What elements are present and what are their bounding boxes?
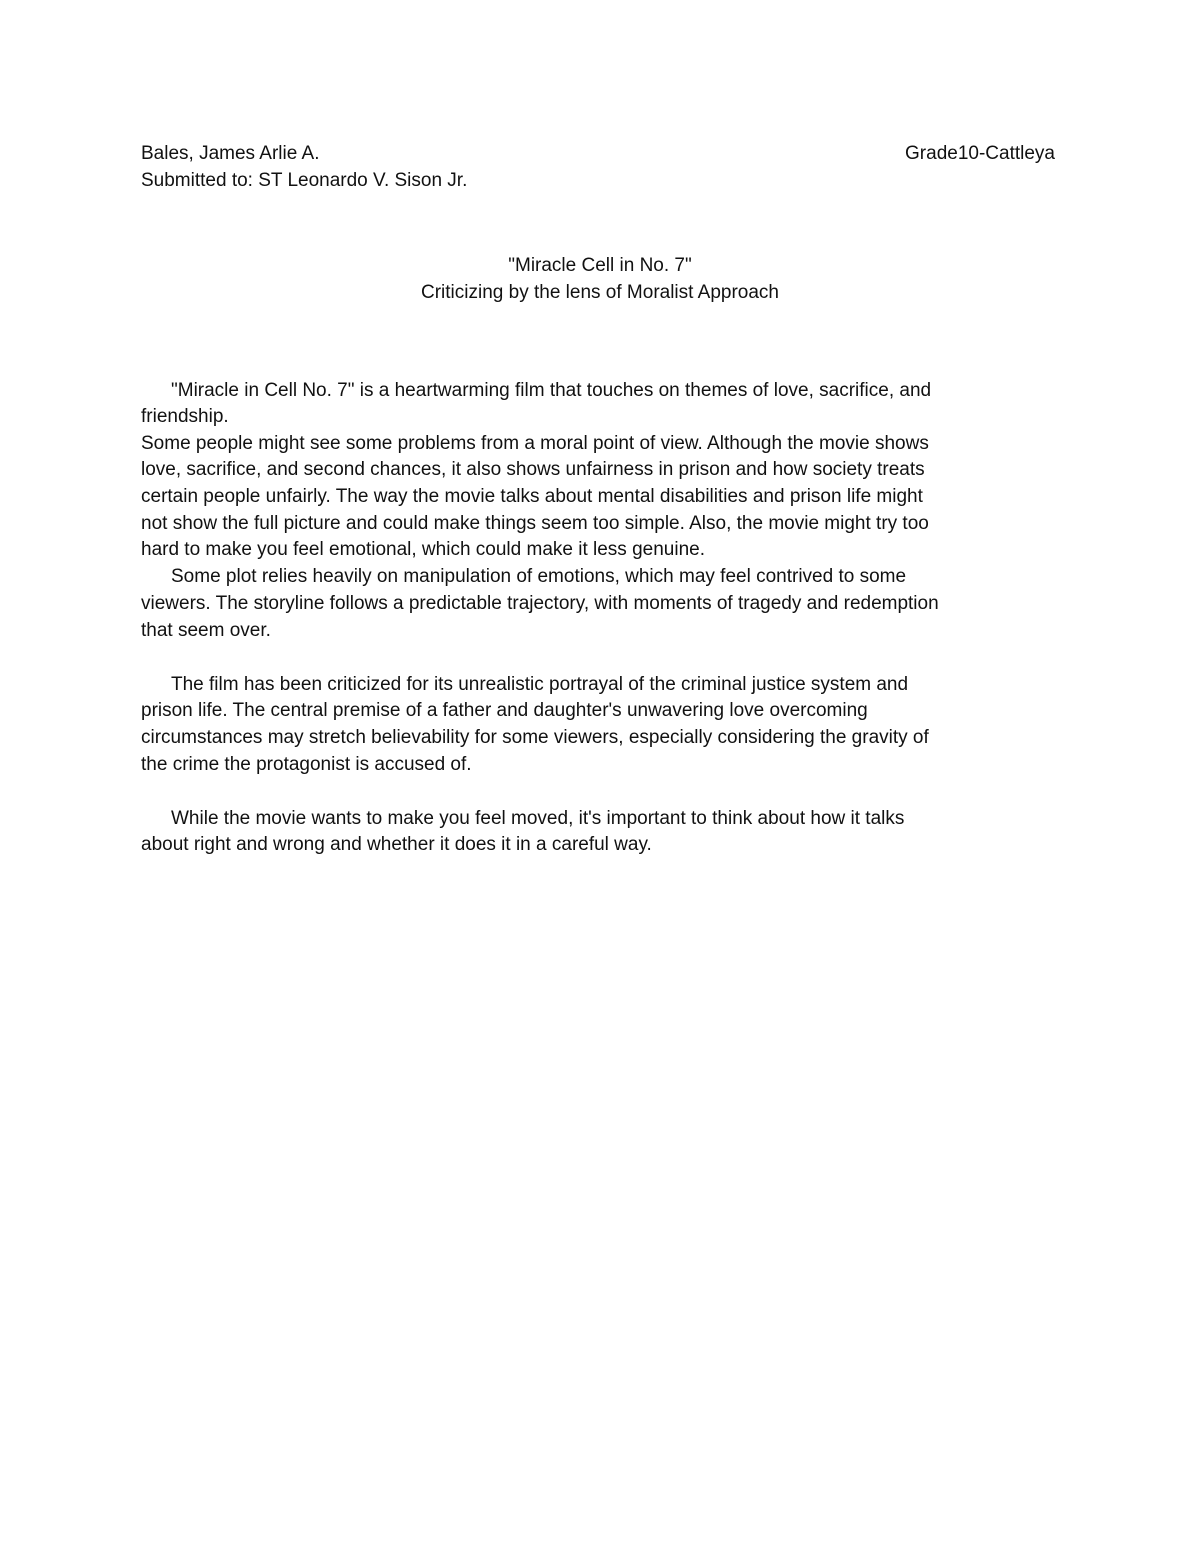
body-line: love, sacrifice, and second chances, it also shows unfairness in prison and how society treats (141, 459, 925, 480)
document-title: "Miracle Cell in No. 7" (508, 255, 692, 276)
body-line: viewers. The storyline follows a predictable trajectory, with moments of tragedy and redemption (141, 593, 939, 614)
body-line: certain people unfairly. The way the movie talks about mental disabilities and prison life might (141, 486, 923, 507)
body-line: prison life. The central premise of a father and daughter's unwavering love overcoming (141, 700, 868, 721)
body-line: about right and wrong and whether it does it in a careful way. (141, 834, 652, 855)
student-name: Bales, James Arlie A. (141, 143, 320, 164)
document-subtitle: Criticizing by the lens of Moralist Approach (421, 282, 779, 303)
body-line: that seem over. (141, 620, 271, 641)
body-line: While the movie wants to make you feel moved, it's important to think about how it talks (171, 808, 905, 829)
body-line: "Miracle in Cell No. 7" is a heartwarming film that touches on themes of love, sacrifice, and (171, 380, 932, 401)
grade-section: Grade10-Cattleya (905, 143, 1055, 164)
body-line: not show the full picture and could make things seem too simple. Also, the movie might try too (141, 513, 929, 534)
submitted-to: Submitted to: ST Leonardo V. Sison Jr. (141, 170, 468, 191)
body-line: hard to make you feel emotional, which could make it less genuine. (141, 539, 705, 560)
body-line: The film has been criticized for its unrealistic portrayal of the criminal justice system and (171, 674, 909, 695)
header-row (141, 141, 1055, 167)
body-line: Some people might see some problems from a moral point of view. Although the movie shows (141, 433, 929, 454)
body-line: the crime the protagonist is accused of. (141, 754, 472, 775)
body-line: friendship. (141, 406, 229, 427)
body-line: circumstances may stretch believability for some viewers, especially considering the gravity of (141, 727, 929, 748)
body-line: Some plot relies heavily on manipulation of emotions, which may feel contrived to some (171, 566, 907, 587)
